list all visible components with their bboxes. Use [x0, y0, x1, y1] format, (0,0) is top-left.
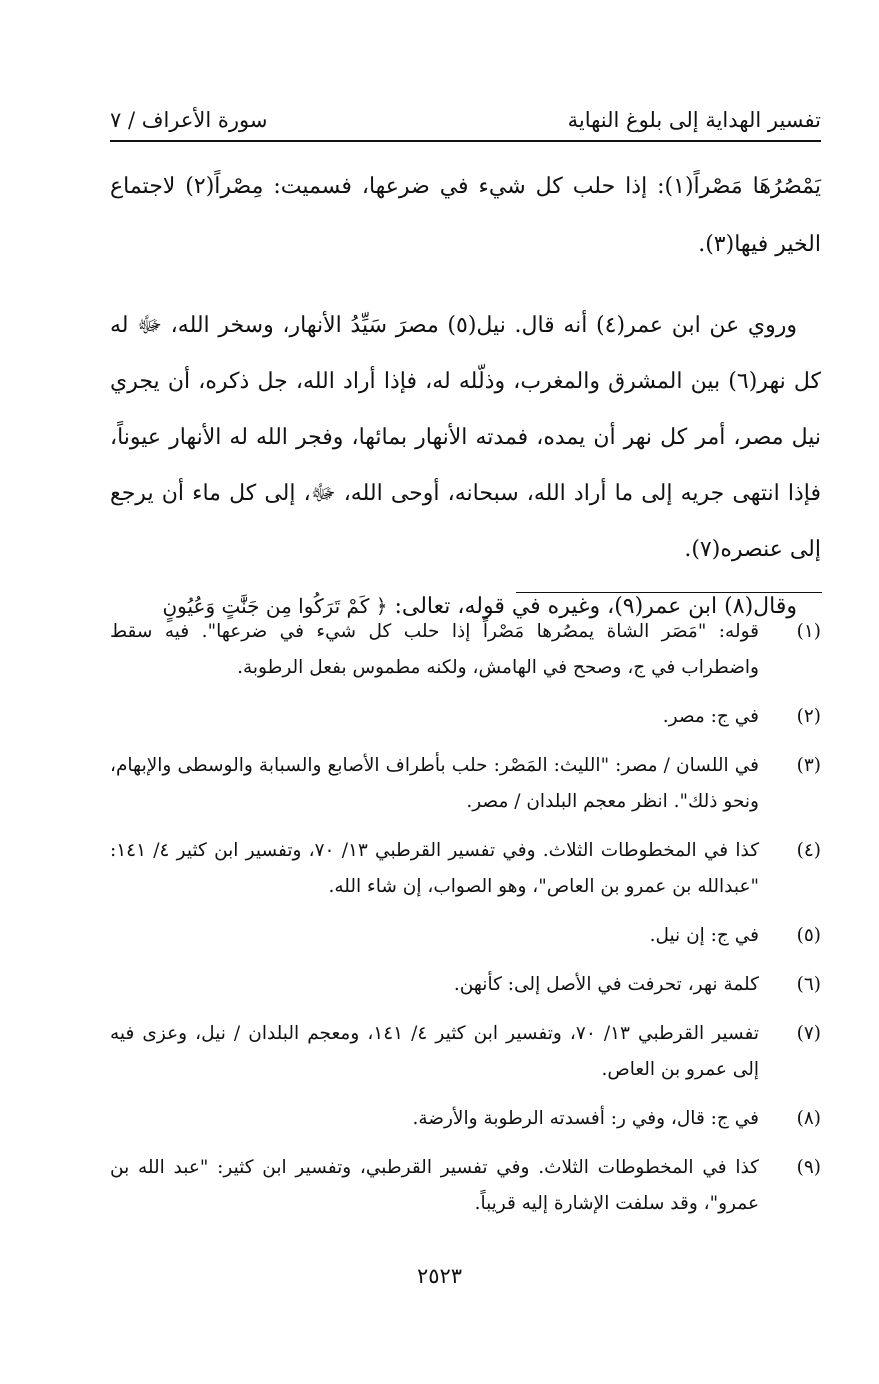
footnote-number: (٤) [796, 840, 821, 861]
footnote-text: في اللسان / مصر: "الليث: المَصْر: حلب بأطراف الأصابع والسبابة والوسطى والإبهام، ونحو ذلك". انظر معجم البلدان / مصر. [110, 755, 759, 812]
footnote-text: كلمة نهر، تحرفت في الأصل إلى: كأنهن. [453, 974, 759, 995]
footnote-number: (٥) [796, 925, 821, 946]
footnote-number: (٨) [796, 1108, 821, 1129]
footnote [110, 1016, 821, 1088]
header-rule [110, 140, 821, 142]
footnote-number: (٦) [796, 974, 821, 995]
footnote [110, 833, 821, 905]
book-title: تفسير الهداية إلى بلوغ النهاية [567, 108, 821, 132]
footnotes [110, 614, 821, 1235]
footnote-text: تفسير القرطبي ١٣/ ٧٠، وتفسير ابن كثير ٤/ ١٤١، ومعجم البلدان / نيل، وعزى فيه إلى عمرو بن العاص. [110, 1023, 759, 1080]
footnote [110, 1101, 821, 1137]
footnote [110, 748, 821, 820]
footnote-number: (٢) [796, 706, 821, 727]
footnote [110, 614, 821, 686]
footnote-text: في ج: قال، وفي ر: أفسدته الرطوبة والأرضة. [412, 1108, 759, 1129]
footnote-text: في ج: مصر. [662, 706, 759, 727]
footnote-number: (١) [796, 621, 821, 642]
footnote [110, 1150, 821, 1222]
main-text [110, 158, 821, 635]
footnote-text: كذا في المخطوطات الثلاث. وفي تفسير القرطبي، وتفسير ابن كثير: "عبد الله بن عمرو"، وقد سلفت الإشارة إليه قريباً. [110, 1157, 759, 1214]
footnote [110, 699, 821, 735]
footnote-text: قوله: "مَصَر الشاة يمصُرها مَصْراً إذا حلب كل شيء في ضرعها". فيه سقط واضطراب في ج، وصحح في الهامش، ولكنه مطموس بفعل الرطوبة. [110, 621, 759, 678]
footnote-separator [516, 592, 822, 593]
footnote-number: (٣) [796, 755, 821, 776]
footnote-text: كذا في المخطوطات الثلاث. وفي تفسير القرطبي ١٣/ ٧٠، وتفسير ابن كثير ٤/ ١٤١: "عبدالله بن عمرو بن العاص"، وهو الصواب، إن شاء الله. [110, 840, 759, 897]
quran-verse: ﴿ كَمْ تَرَكُوا مِن جَنَّٰتٍ وَعُيُونٍ [162, 594, 388, 618]
footnote-number: (٧) [796, 1023, 821, 1044]
paragraph-2: وروي عن ابن عمر(٤) أنه قال. نيل(٥) مصرَ سَيِّدُ الأنهار، وسخر الله، ﷻ له كل نهر(٦) بين المشرق والمغرب، وذلّله له، فإذا أراد الله، جل ذكره، أن يجري نيل مصر، أمر كل نهر أن يمده، فمدته الأنهار بمائها، وفجر الله له الأنهار عيوناً، فإذا انتهى جريه إلى ما أراد الله، سبحانه، أوحى الله، ﷻ، إلى كل ماء أن يرجع إلى عنصره(٧). [110, 313, 821, 562]
footnote-number: (٩) [796, 1157, 821, 1178]
paragraph-3-text: وقال(٨) ابن عمر(٩)، وغيره في قوله، تعالى: [394, 594, 797, 619]
surah-label: سورة الأعراف / ٧ [110, 108, 268, 132]
footnote [110, 967, 821, 1003]
footnote [110, 918, 821, 954]
footnote-text: في ج: إن نيل. [649, 925, 759, 946]
running-header [110, 100, 821, 140]
paragraph-1: يَمْصُرُهَا مَصْراً(١): إذا حلب كل شيء في ضرعها، فسميت: مِصْراً(٢) لاجتماع الخير فيها(٣). [110, 174, 821, 257]
page-number: ٢٥٢٣ [416, 1264, 463, 1288]
